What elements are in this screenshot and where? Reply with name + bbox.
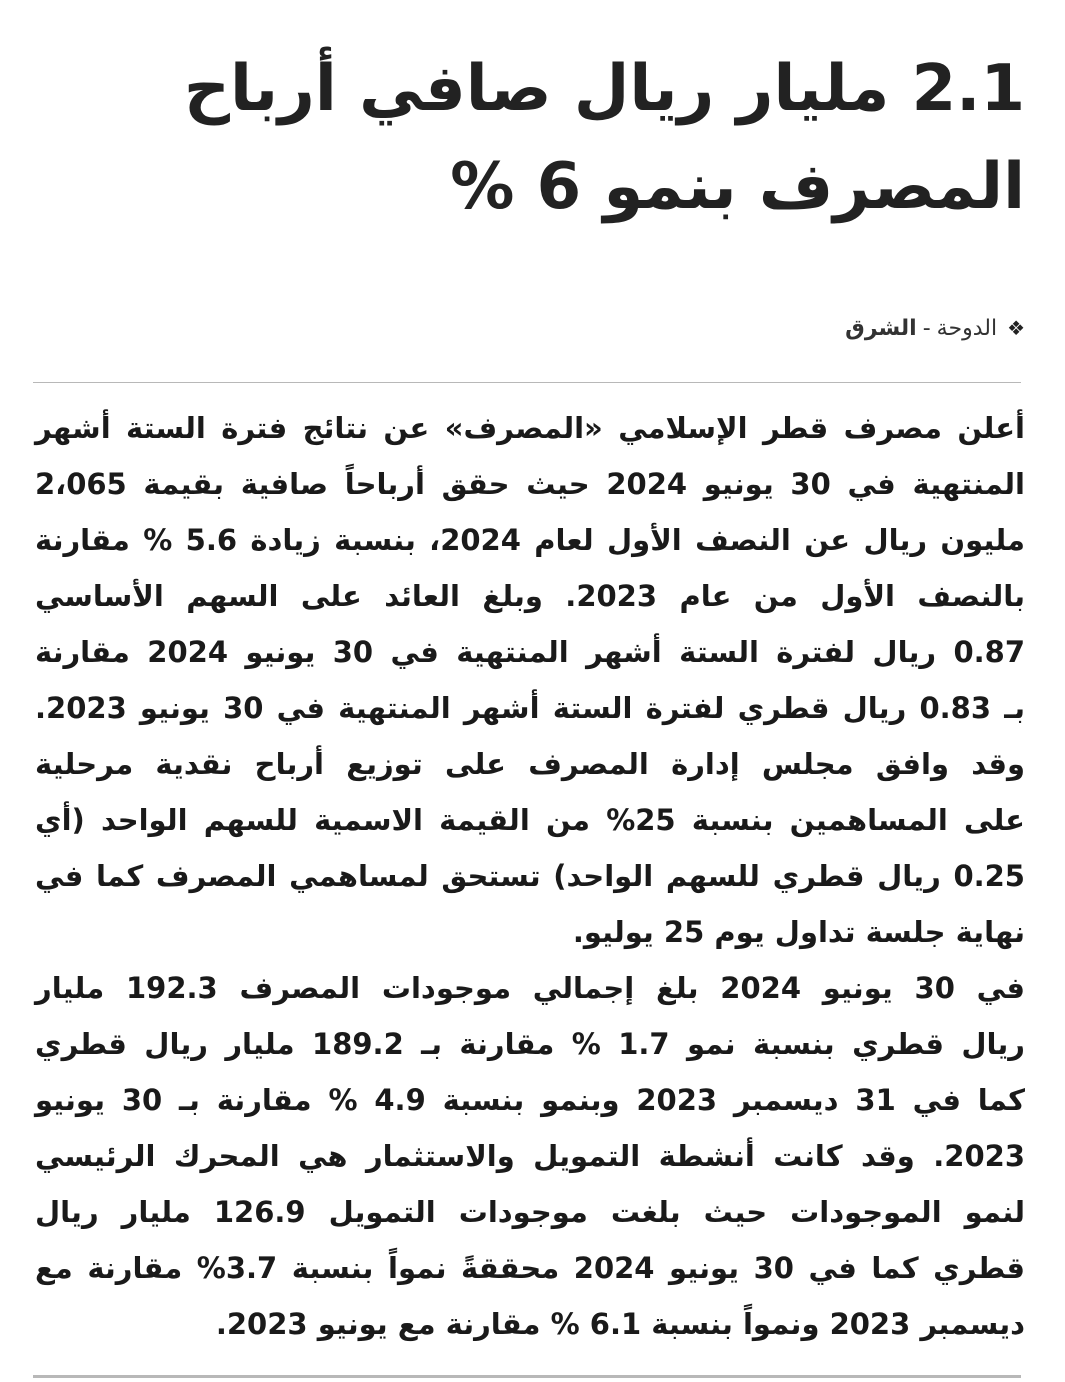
body-line: نهاية جلسة تداول يوم 25 يوليو. <box>572 915 1025 949</box>
article-body <box>35 400 1025 1352</box>
byline <box>845 308 1025 349</box>
body-line: كما في 31 ديسمبر 2023 وبنمو بنسبة 4.9 % مقارنة بـ 30 يونيو <box>35 1083 1026 1117</box>
body-line: بالنصف الأول من عام 2023. وبلغ العائد على السهم الأساسي <box>35 579 1025 613</box>
byline-separator: - <box>922 316 931 341</box>
body-line: 0.25 ريال قطري للسهم الواحد) تستحق لمساهمي المصرف كما في <box>35 859 1025 893</box>
headline-line-2: المصرف بنمو 6 % <box>450 150 1025 224</box>
body-line: في 30 يونيو 2024 بلغ إجمالي موجودات المصرف 192.3 مليار <box>35 971 1026 1005</box>
divider-top <box>33 382 1021 383</box>
body-line: وقد وافق مجلس إدارة المصرف على توزيع أرباح نقدية مرحلية <box>35 747 1025 781</box>
diamond-bullet-icon: ❖ <box>1007 316 1025 340</box>
byline-source: الشرق <box>845 316 917 341</box>
body-line: ريال قطري بنسبة نمو 1.7 % مقارنة بـ 189.2 مليار ريال قطري <box>35 1027 1026 1061</box>
body-line: لنمو الموجودات حيث بلغت موجودات التمويل 126.9 مليار ريال <box>35 1195 1025 1229</box>
body-line: 0.87 ريال لفترة الستة أشهر المنتهية في 30 يونيو 2024 مقارنة <box>35 635 1026 669</box>
body-line: بـ 0.83 ريال قطري لفترة الستة أشهر المنتهية في 30 يونيو 2023. <box>35 691 1026 725</box>
body-line: 2023. وقد كانت أنشطة التمويل والاستثمار هي المحرك الرئيسي <box>35 1139 1025 1173</box>
body-line: ديسمبر 2023 ونمواً بنسبة 6.1 % مقارنة مع يونيو 2023. <box>215 1307 1025 1341</box>
body-line: المنتهية في 30 يونيو 2024 حيث حقق أرباحاً صافية بقيمة 2،065 <box>35 467 1025 501</box>
body-line: قطري كما في 30 يونيو 2024 محققةً نمواً بنسبة 3.7% مقارنة مع <box>35 1251 1026 1285</box>
body-line: أعلن مصرف قطر الإسلامي «المصرف» عن نتائج فترة الستة أشهر <box>35 411 1025 445</box>
headline <box>25 40 1025 236</box>
body-line: مليون ريال عن النصف الأول لعام 2024، بنسبة زيادة 5.6 % مقارنة <box>35 523 1025 557</box>
divider-bottom <box>33 1375 1021 1378</box>
headline-line-1: 2.1 مليار ريال صافي أرباح <box>183 52 1025 126</box>
body-line: على المساهمين بنسبة 25% من القيمة الاسمية للسهم الواحد (أي <box>35 803 1025 837</box>
byline-city: الدوحة <box>936 316 998 341</box>
